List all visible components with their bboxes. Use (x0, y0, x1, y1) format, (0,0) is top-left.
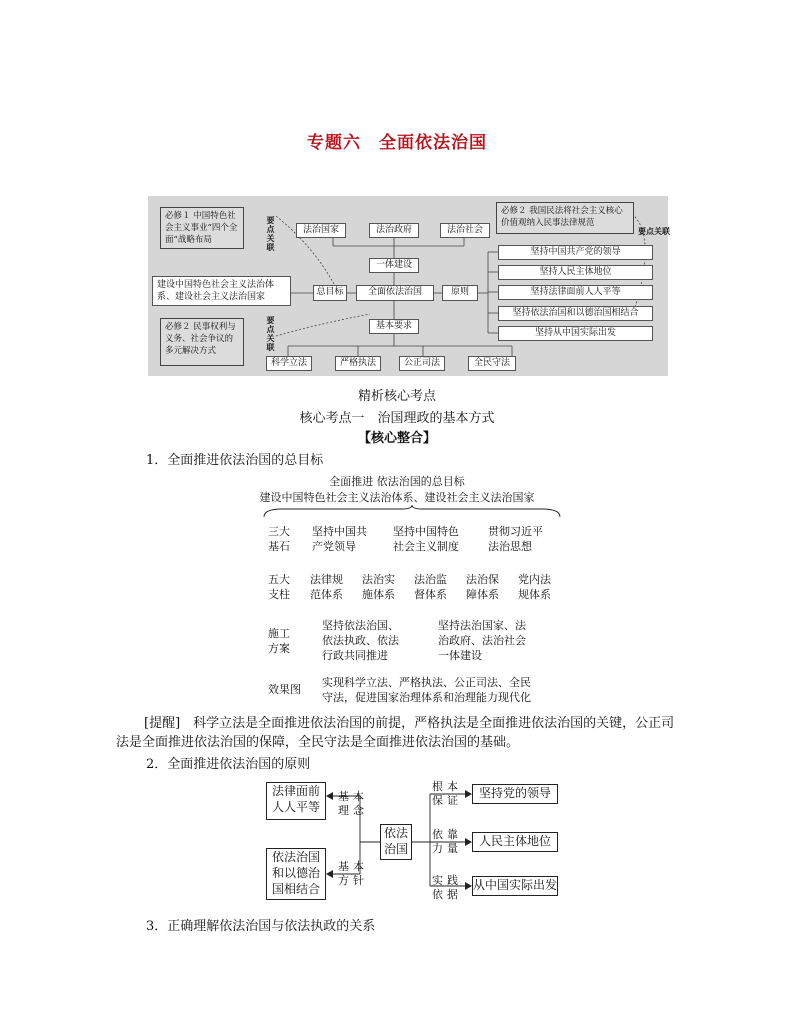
core-point-title: 核心考点一 治国理政的基本方式 (299, 411, 495, 426)
row-label-pillars: 五大 支柱 (268, 573, 290, 601)
box-equality-before-law: 法律面前 人人平等 (266, 782, 326, 820)
principle-item-5: 坚持从中国实际出发 (498, 326, 653, 341)
goal-brace (262, 505, 562, 519)
link-label-3: 要点关联 (638, 226, 670, 236)
plan-item-2: 坚持法治国家、法 治政府、法治社会 一体建设 (438, 619, 526, 662)
box-principle: 原则 (442, 285, 478, 301)
principle-item-3: 坚持法律面前人人平等 (498, 285, 653, 300)
box-center: 全面依法治国 (356, 285, 434, 301)
section-2-title: 2．全面推进依法治国的原则 (146, 757, 311, 772)
principle-diagram (262, 776, 562, 904)
box-rule-of-law-state: 法治国家 (296, 223, 346, 238)
box-law-and-virtue: 依法治国 和以德治 国相结合 (266, 848, 326, 900)
pillar-item-3: 法治监 督体系 (414, 573, 447, 601)
box-china-reality: 从中国实际出发 (472, 876, 558, 896)
note-left-bottom: 必修２ 民事权利与义务、社会争议的多元解决方式 (160, 318, 244, 366)
foundation-item-1: 坚持中国共 产党领导 (312, 525, 367, 553)
mind-map (148, 196, 668, 376)
foundation-item-2: 坚持中国特色 社会主义制度 (393, 525, 459, 553)
section-1-title: 1．全面推进依法治国的总目标 (146, 453, 324, 468)
box-party-leadership: 坚持党的领导 (472, 784, 558, 804)
box-goal-text: 建设中国特色社会主义法治体系、建设社会主义法治国家 (152, 276, 291, 306)
tip-text: [提醒] 科学立法是全面推进依法治国的前提，严格执法是全面推进依法治国的关键，公正司法是全面推进依法治国的保障，全民守法是全面推进依法治国的基础。 (116, 716, 675, 750)
section-3-title: 3．正确理解依法治国与依法执政的关系 (146, 919, 376, 934)
label-basic-policy: 基本 方针 (338, 860, 368, 887)
box-rule-of-law-center: 依法 治国 (380, 824, 412, 860)
box-rule-of-law-government: 法治政府 (369, 223, 419, 238)
goal-header-1: 全面推进 依法治国的总目标 (329, 475, 465, 488)
requirement-item-3: 公正司法 (399, 356, 445, 371)
box-people-subject: 人民主体地位 (472, 832, 558, 852)
row-label-plan: 施工 方案 (268, 627, 290, 655)
label-practice-basis: 实践 依据 (432, 874, 462, 901)
principle-item-1: 坚持中国共产党的领导 (498, 245, 653, 260)
page-title: 专题六 全面依法治国 (307, 133, 487, 153)
note-right-top: 必修２ 我国民法将社会主义核心价值观纳入民事法律规范 (496, 202, 634, 234)
pillar-item-2: 法治实 施体系 (362, 573, 395, 601)
row-label-effect: 效果图 (268, 683, 301, 696)
note-left-top: 必修１ 中国特色社会主义事业“四个全面”战略布局 (160, 207, 244, 249)
goal-header-2: 建设中国特色社会主义法治体系、建设社会主义法治国家 (259, 491, 535, 504)
label-fundamental-guarantee: 根本 保证 (432, 780, 462, 807)
link-label-1: 要点关联 (266, 215, 275, 252)
requirement-item-2: 严格执法 (335, 356, 381, 371)
requirement-item-4: 全民守法 (468, 356, 516, 371)
principle-item-4: 坚持依法治国和以德治国相结合 (498, 306, 653, 321)
pillar-item-4: 法治保 障体系 (466, 573, 499, 601)
requirement-item-1: 科学立法 (266, 356, 312, 371)
foundation-item-3: 贯彻习近平 法治思想 (488, 525, 543, 553)
box-goal: 总目标 (313, 285, 347, 301)
box-requirement: 基本要求 (369, 319, 419, 334)
label-basic-idea: 基本 理念 (338, 790, 368, 817)
core-integration-label: 【核心整合】 (357, 431, 436, 446)
label-relied-force: 依靠 力量 (432, 828, 462, 855)
effect-item: 实现科学立法、严格执法、公正司法、全民 守法，促进国家治理体系和治理能力现代化 (322, 676, 531, 704)
pillar-item-5: 党内法 规体系 (518, 573, 551, 601)
pillar-item-1: 法律规 范体系 (310, 573, 343, 601)
principle-item-2: 坚持人民主体地位 (498, 265, 653, 280)
box-integration: 一体建设 (369, 258, 419, 273)
section-head: 精析核心考点 (357, 389, 436, 404)
box-rule-of-law-society: 法治社会 (440, 223, 490, 238)
link-label-2: 要点关联 (266, 315, 275, 352)
row-label-foundations: 三大 基石 (268, 525, 290, 553)
plan-item-1: 坚持依法治国、 依法执政、依法 行政共同推进 (322, 619, 399, 662)
